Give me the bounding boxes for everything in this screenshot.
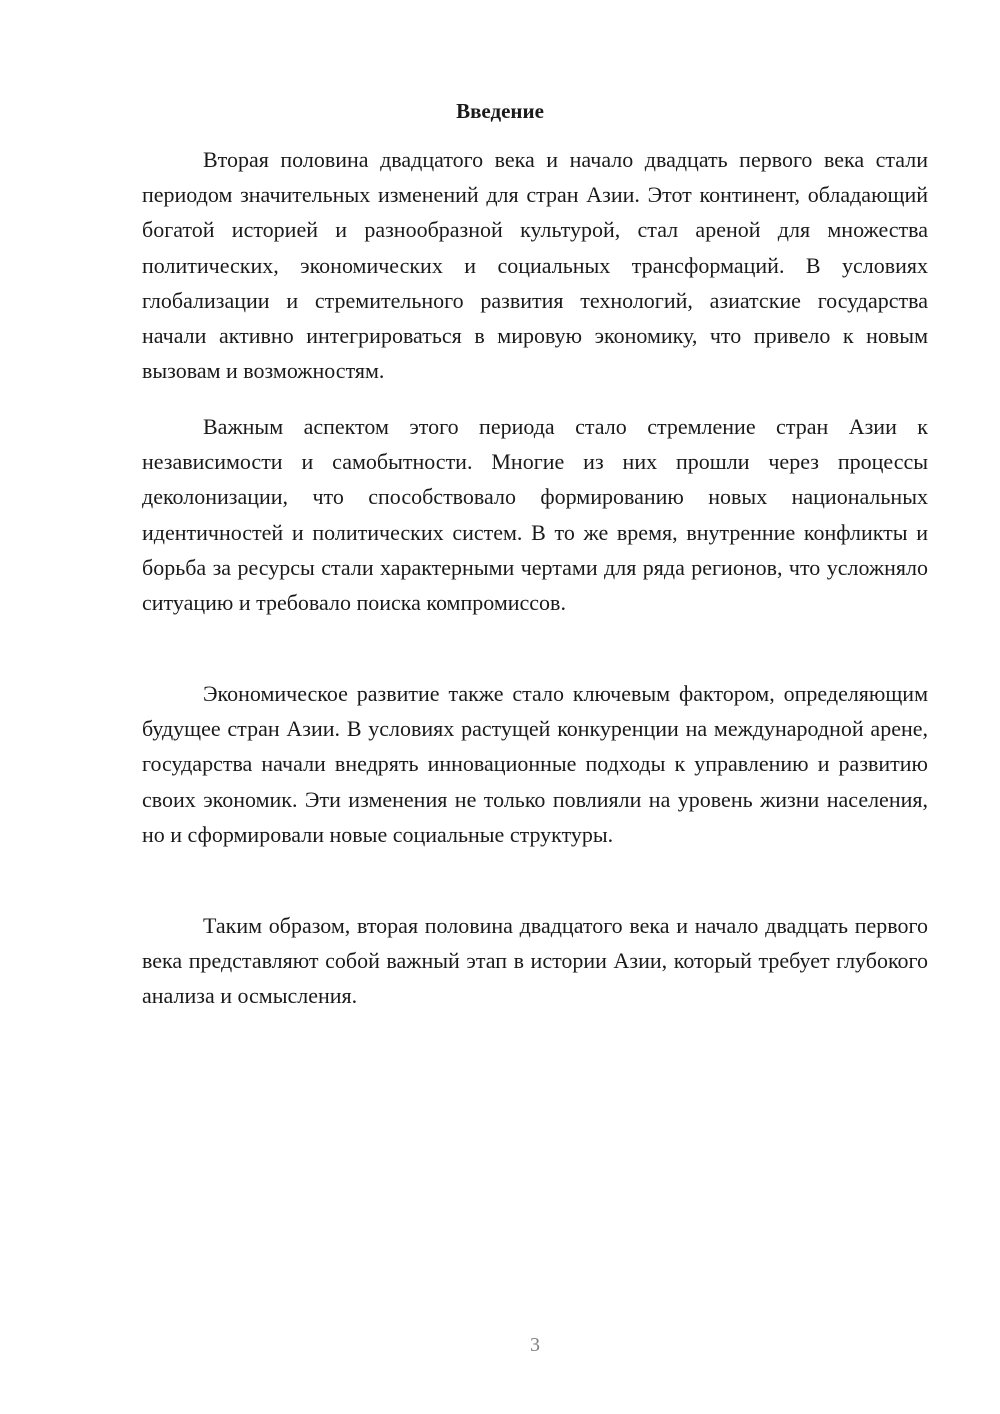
paragraph-1: Вторая половина двадцатого века и начало двадцать первого века стали периодом значительных изменений для стран Азии. Этот континент, обладающий богатой историей и разнообразной культурой, стал ареной для множества политических, экономических и социальных трансформаций. В условиях глобализации и стремительного развития технологий, азиатские государства начали активно интегрироваться в мировую экономику, что привело к новым вызовам и возможностям. xyxy=(142,147,928,384)
page-number: 3 xyxy=(530,1334,540,1356)
paragraph-3: Экономическое развитие также стало ключевым фактором, определяющим будущее стран Азии. В условиях растущей конкуренции на международной арене, государства начали внедрять инновационные подходы к управлению и развитию своих экономик. Эти изменения не только повлияли на уровень жизни населения, но и сформировали новые социальные структуры. xyxy=(142,681,928,847)
page-title: Введение xyxy=(456,99,544,123)
paragraph-2: Важным аспектом этого периода стало стремление стран Азии к независимости и самобытности. Многие из них прошли через процессы деколонизации, что способствовало формированию новых национальных идентичностей и политических систем. В то же время, внутренние конфликты и борьба за ресурсы стали характерными чертами для ряда регионов, что усложняло ситуацию и требовало поиска компромиссов. xyxy=(142,414,928,616)
paragraph-4: Таким образом, вторая половина двадцатого века и начало двадцать первого века представляют собой важный этап в истории Азии, который требует глубокого анализа и осмысления. xyxy=(142,913,928,1009)
